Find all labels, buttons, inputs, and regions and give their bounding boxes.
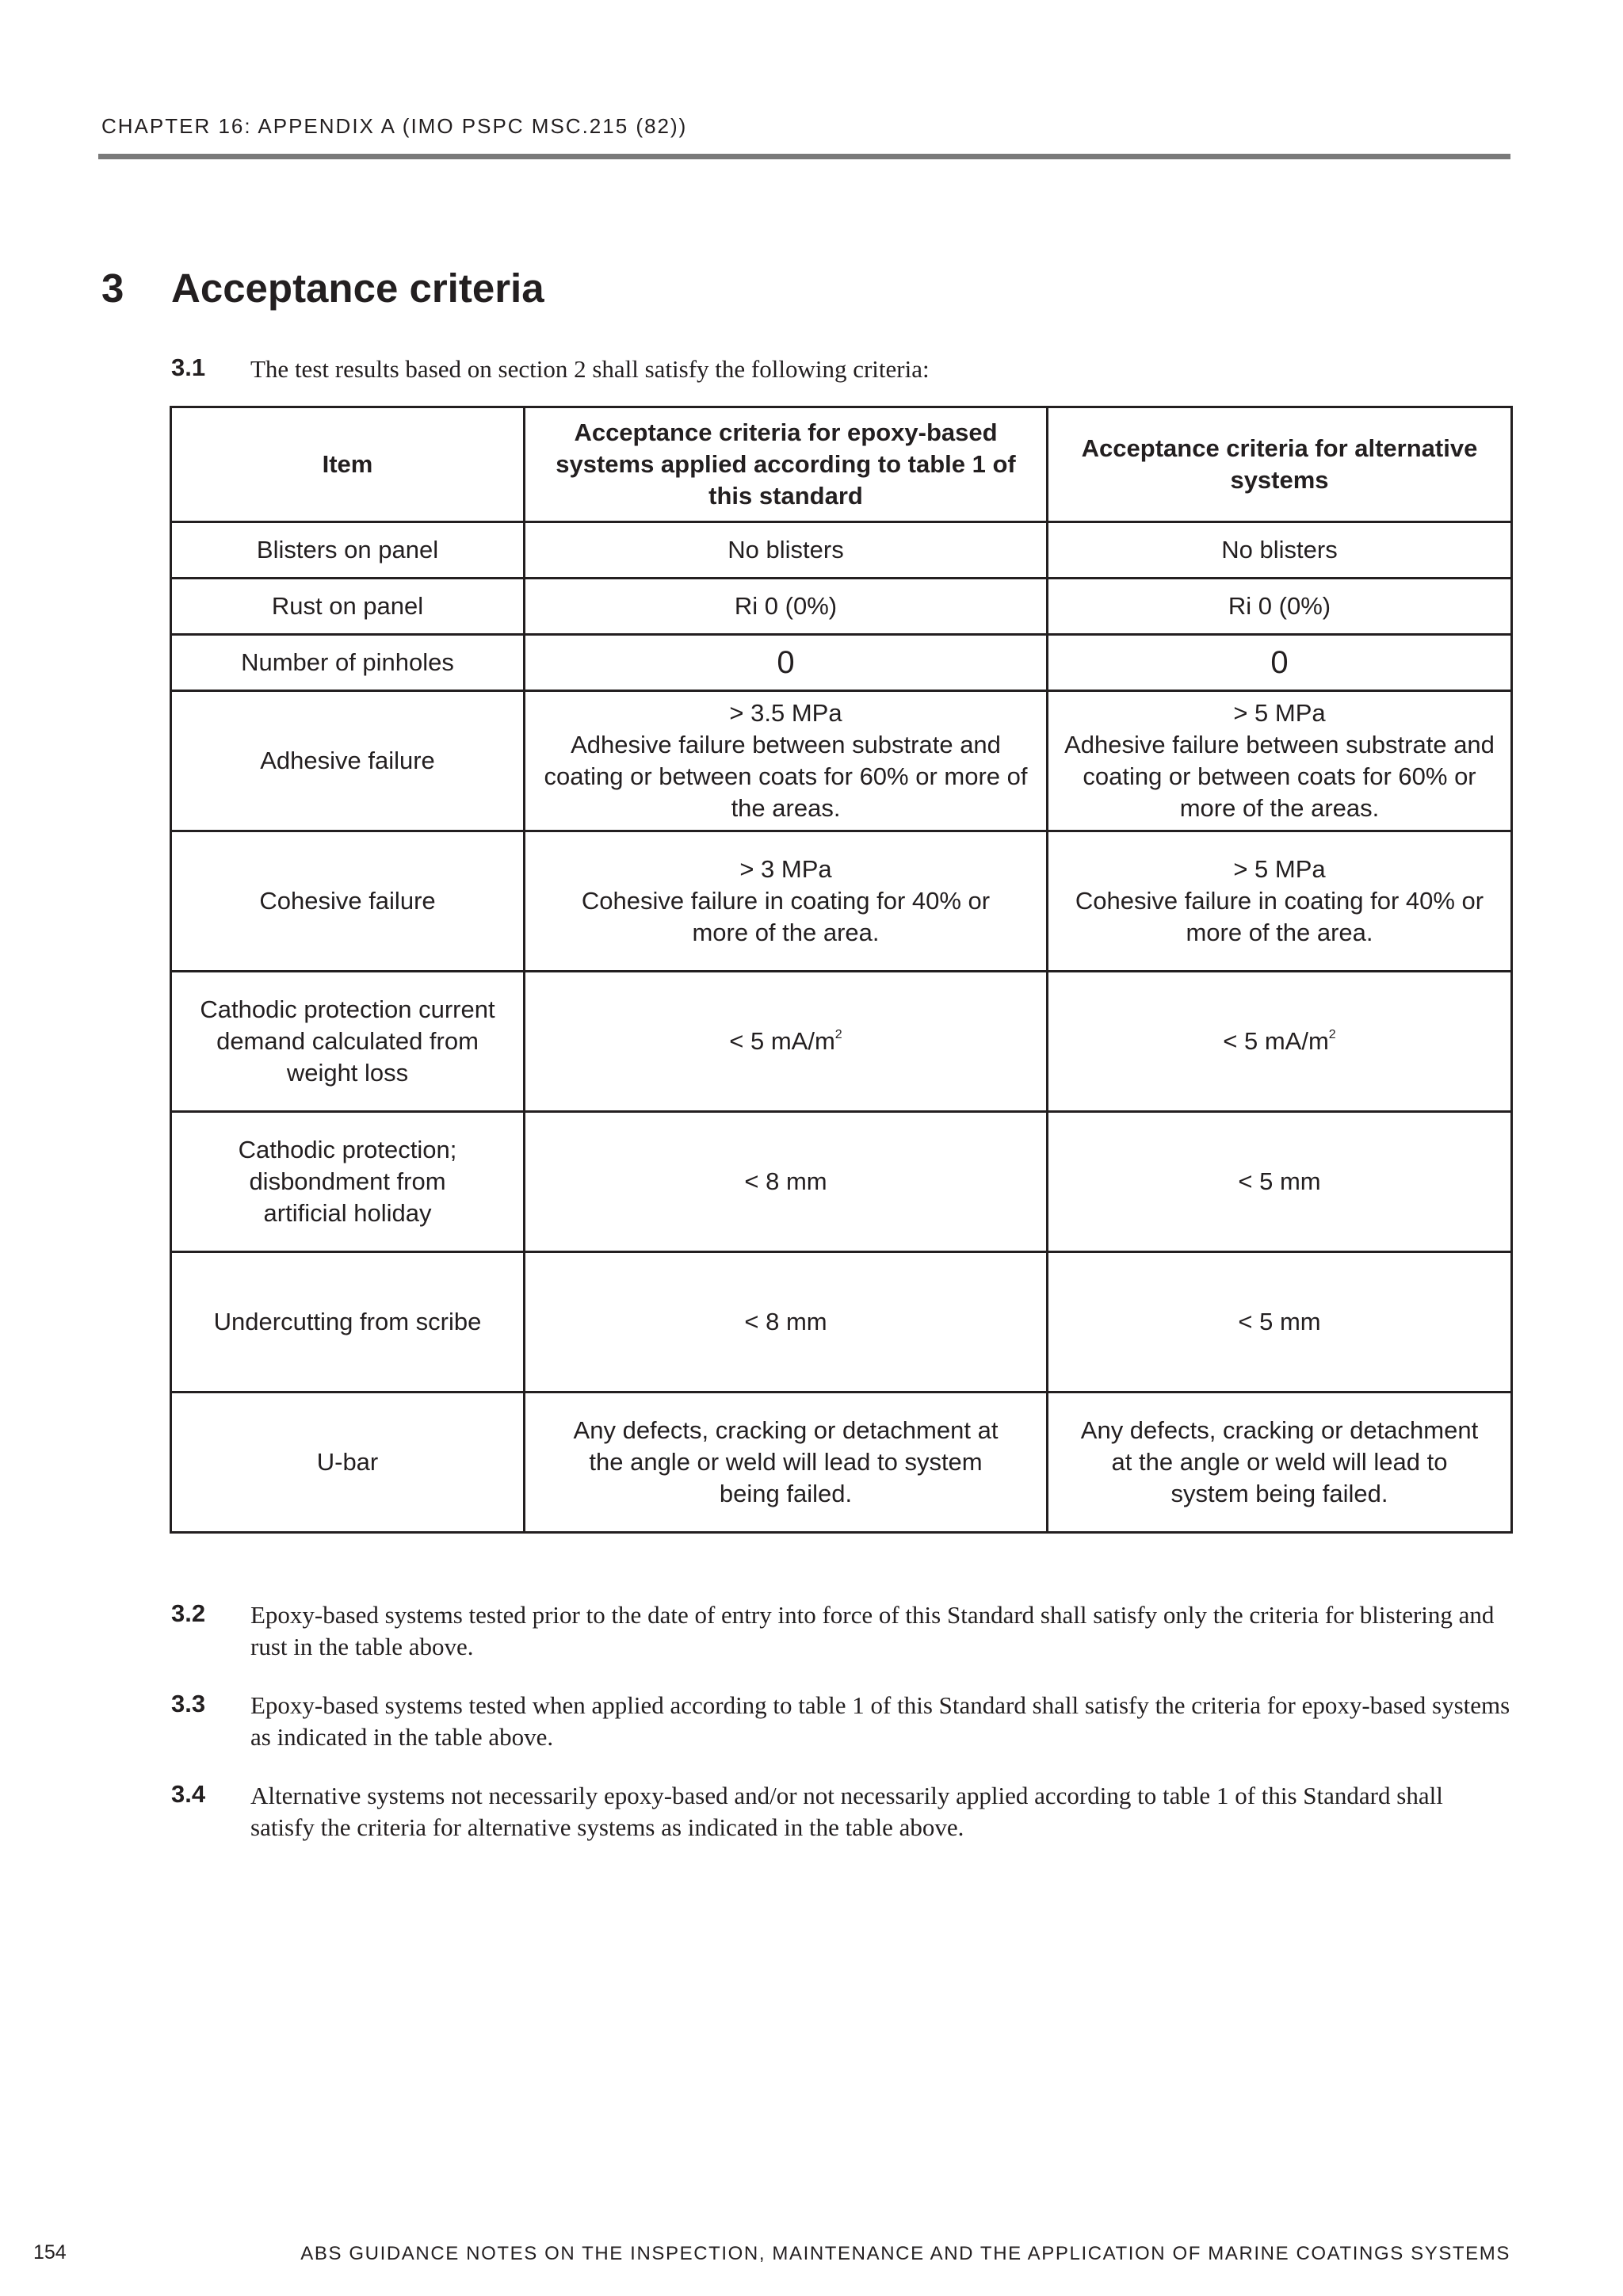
cell-note: Adhesive failure between substrate and coating or between coats for 60% or more of the areas. bbox=[1064, 731, 1495, 822]
superscript-exponent: 2 bbox=[834, 1028, 842, 1041]
column-header-epoxy: Acceptance criteria for epoxy-based systems applied according to table 1 of this standard bbox=[525, 407, 1048, 522]
cell-alternative bbox=[1048, 691, 1512, 831]
table-header-row bbox=[171, 407, 1512, 522]
header-rule bbox=[98, 154, 1510, 159]
paragraph-text: Epoxy-based systems tested prior to the date of entry into force of this Standard shall satisfy only the criteria for blistering and rust in the table above. bbox=[250, 1601, 1495, 1660]
running-footer: ABS GUIDANCE NOTES ON THE INSPECTION, MAINTENANCE AND THE APPLICATION OF MARINE COATINGS SYSTEMS bbox=[300, 2243, 1510, 2264]
cell-epoxy bbox=[525, 691, 1048, 831]
paragraph-text: Alternative systems not necessarily epoxy-based and/or not necessarily applied according to table 1 of this Standard shall satisfy the criteria for alternative systems as indicated in the table above. bbox=[250, 1782, 1443, 1841]
cell-value: > 5 MPa bbox=[1233, 855, 1326, 883]
cell-epoxy: Ri 0 (0%) bbox=[525, 579, 1048, 635]
paragraph-3-2 bbox=[171, 1599, 1510, 1663]
cell-alternative bbox=[1048, 831, 1512, 972]
cell-note: Cohesive failure in coating for 40% or more of the area. bbox=[581, 887, 991, 946]
cell-alternative: No blisters bbox=[1048, 522, 1512, 579]
cell-alternative: Any defects, cracking or detachment at the angle or weld will lead to system being failed. bbox=[1048, 1392, 1512, 1533]
page-number: 154 bbox=[33, 2241, 67, 2264]
paragraph-number: 3.3 bbox=[171, 1690, 206, 1717]
cell-alternative bbox=[1048, 972, 1512, 1112]
cell-epoxy: 0 bbox=[525, 635, 1048, 691]
cell-item: Number of pinholes bbox=[171, 635, 525, 691]
paragraph-3-3 bbox=[171, 1690, 1510, 1753]
cell-epoxy: < 8 mm bbox=[525, 1112, 1048, 1252]
acceptance-criteria-table bbox=[170, 406, 1513, 1534]
cell-item: Adhesive failure bbox=[171, 691, 525, 831]
table-row bbox=[171, 831, 1512, 972]
table-row bbox=[171, 522, 1512, 579]
paragraph-number: 3.4 bbox=[171, 1780, 206, 1808]
table-row bbox=[171, 579, 1512, 635]
cell-item: Cathodic protection; disbondment from artificial holiday bbox=[171, 1112, 525, 1252]
section-heading bbox=[101, 265, 544, 311]
cell-value: < 5 mA/m bbox=[729, 1027, 835, 1055]
cell-note: Cohesive failure in coating for 40% or more of the area. bbox=[1075, 887, 1484, 946]
column-header-alternative: Acceptance criteria for alternative systems bbox=[1048, 407, 1512, 522]
column-header-item: Item bbox=[171, 407, 525, 522]
section-title: Acceptance criteria bbox=[171, 266, 544, 311]
section-number: 3 bbox=[101, 266, 124, 311]
cell-value: < 5 mA/m bbox=[1223, 1027, 1329, 1055]
cell-item: U-bar bbox=[171, 1392, 525, 1533]
table-row bbox=[171, 635, 1512, 691]
cell-item: Blisters on panel bbox=[171, 522, 525, 579]
paragraph-text: Epoxy-based systems tested when applied according to table 1 of this Standard shall satisfy the criteria for epoxy-based systems as indicated in the table above. bbox=[250, 1691, 1510, 1751]
cell-alternative: < 5 mm bbox=[1048, 1112, 1512, 1252]
cell-value: > 3.5 MPa bbox=[729, 699, 842, 727]
cell-epoxy: Any defects, cracking or detachment at the angle or weld will lead to system being failed. bbox=[525, 1392, 1048, 1533]
cell-alternative: Ri 0 (0%) bbox=[1048, 579, 1512, 635]
cell-epoxy: < 8 mm bbox=[525, 1252, 1048, 1392]
paragraph-number: 3.2 bbox=[171, 1599, 206, 1627]
cell-epoxy bbox=[525, 972, 1048, 1112]
superscript-exponent: 2 bbox=[1328, 1028, 1336, 1041]
paragraph-3-4 bbox=[171, 1780, 1510, 1843]
cell-item: Cohesive failure bbox=[171, 831, 525, 972]
table-row bbox=[171, 1392, 1512, 1533]
running-header: CHAPTER 16: APPENDIX A (IMO PSPC MSC.215 (82)) bbox=[101, 114, 688, 138]
table-row bbox=[171, 1112, 1512, 1252]
paragraph-number: 3.1 bbox=[171, 353, 206, 381]
cell-value: > 5 MPa bbox=[1233, 699, 1326, 727]
cell-alternative: 0 bbox=[1048, 635, 1512, 691]
cell-epoxy bbox=[525, 831, 1048, 972]
table-row bbox=[171, 1252, 1512, 1392]
paragraph-text: The test results based on section 2 shall satisfy the following criteria: bbox=[250, 355, 930, 383]
cell-note: Adhesive failure between substrate and coating or between coats for 60% or more of the areas. bbox=[544, 731, 1028, 822]
cell-value: > 3 MPa bbox=[739, 855, 832, 883]
cell-item: Rust on panel bbox=[171, 579, 525, 635]
cell-epoxy: No blisters bbox=[525, 522, 1048, 579]
cell-alternative: < 5 mm bbox=[1048, 1252, 1512, 1392]
paragraph-3-1 bbox=[171, 353, 1510, 385]
cell-item: Cathodic protection current demand calculated from weight loss bbox=[171, 972, 525, 1112]
table-row bbox=[171, 691, 1512, 831]
cell-item: Undercutting from scribe bbox=[171, 1252, 525, 1392]
table-row bbox=[171, 972, 1512, 1112]
